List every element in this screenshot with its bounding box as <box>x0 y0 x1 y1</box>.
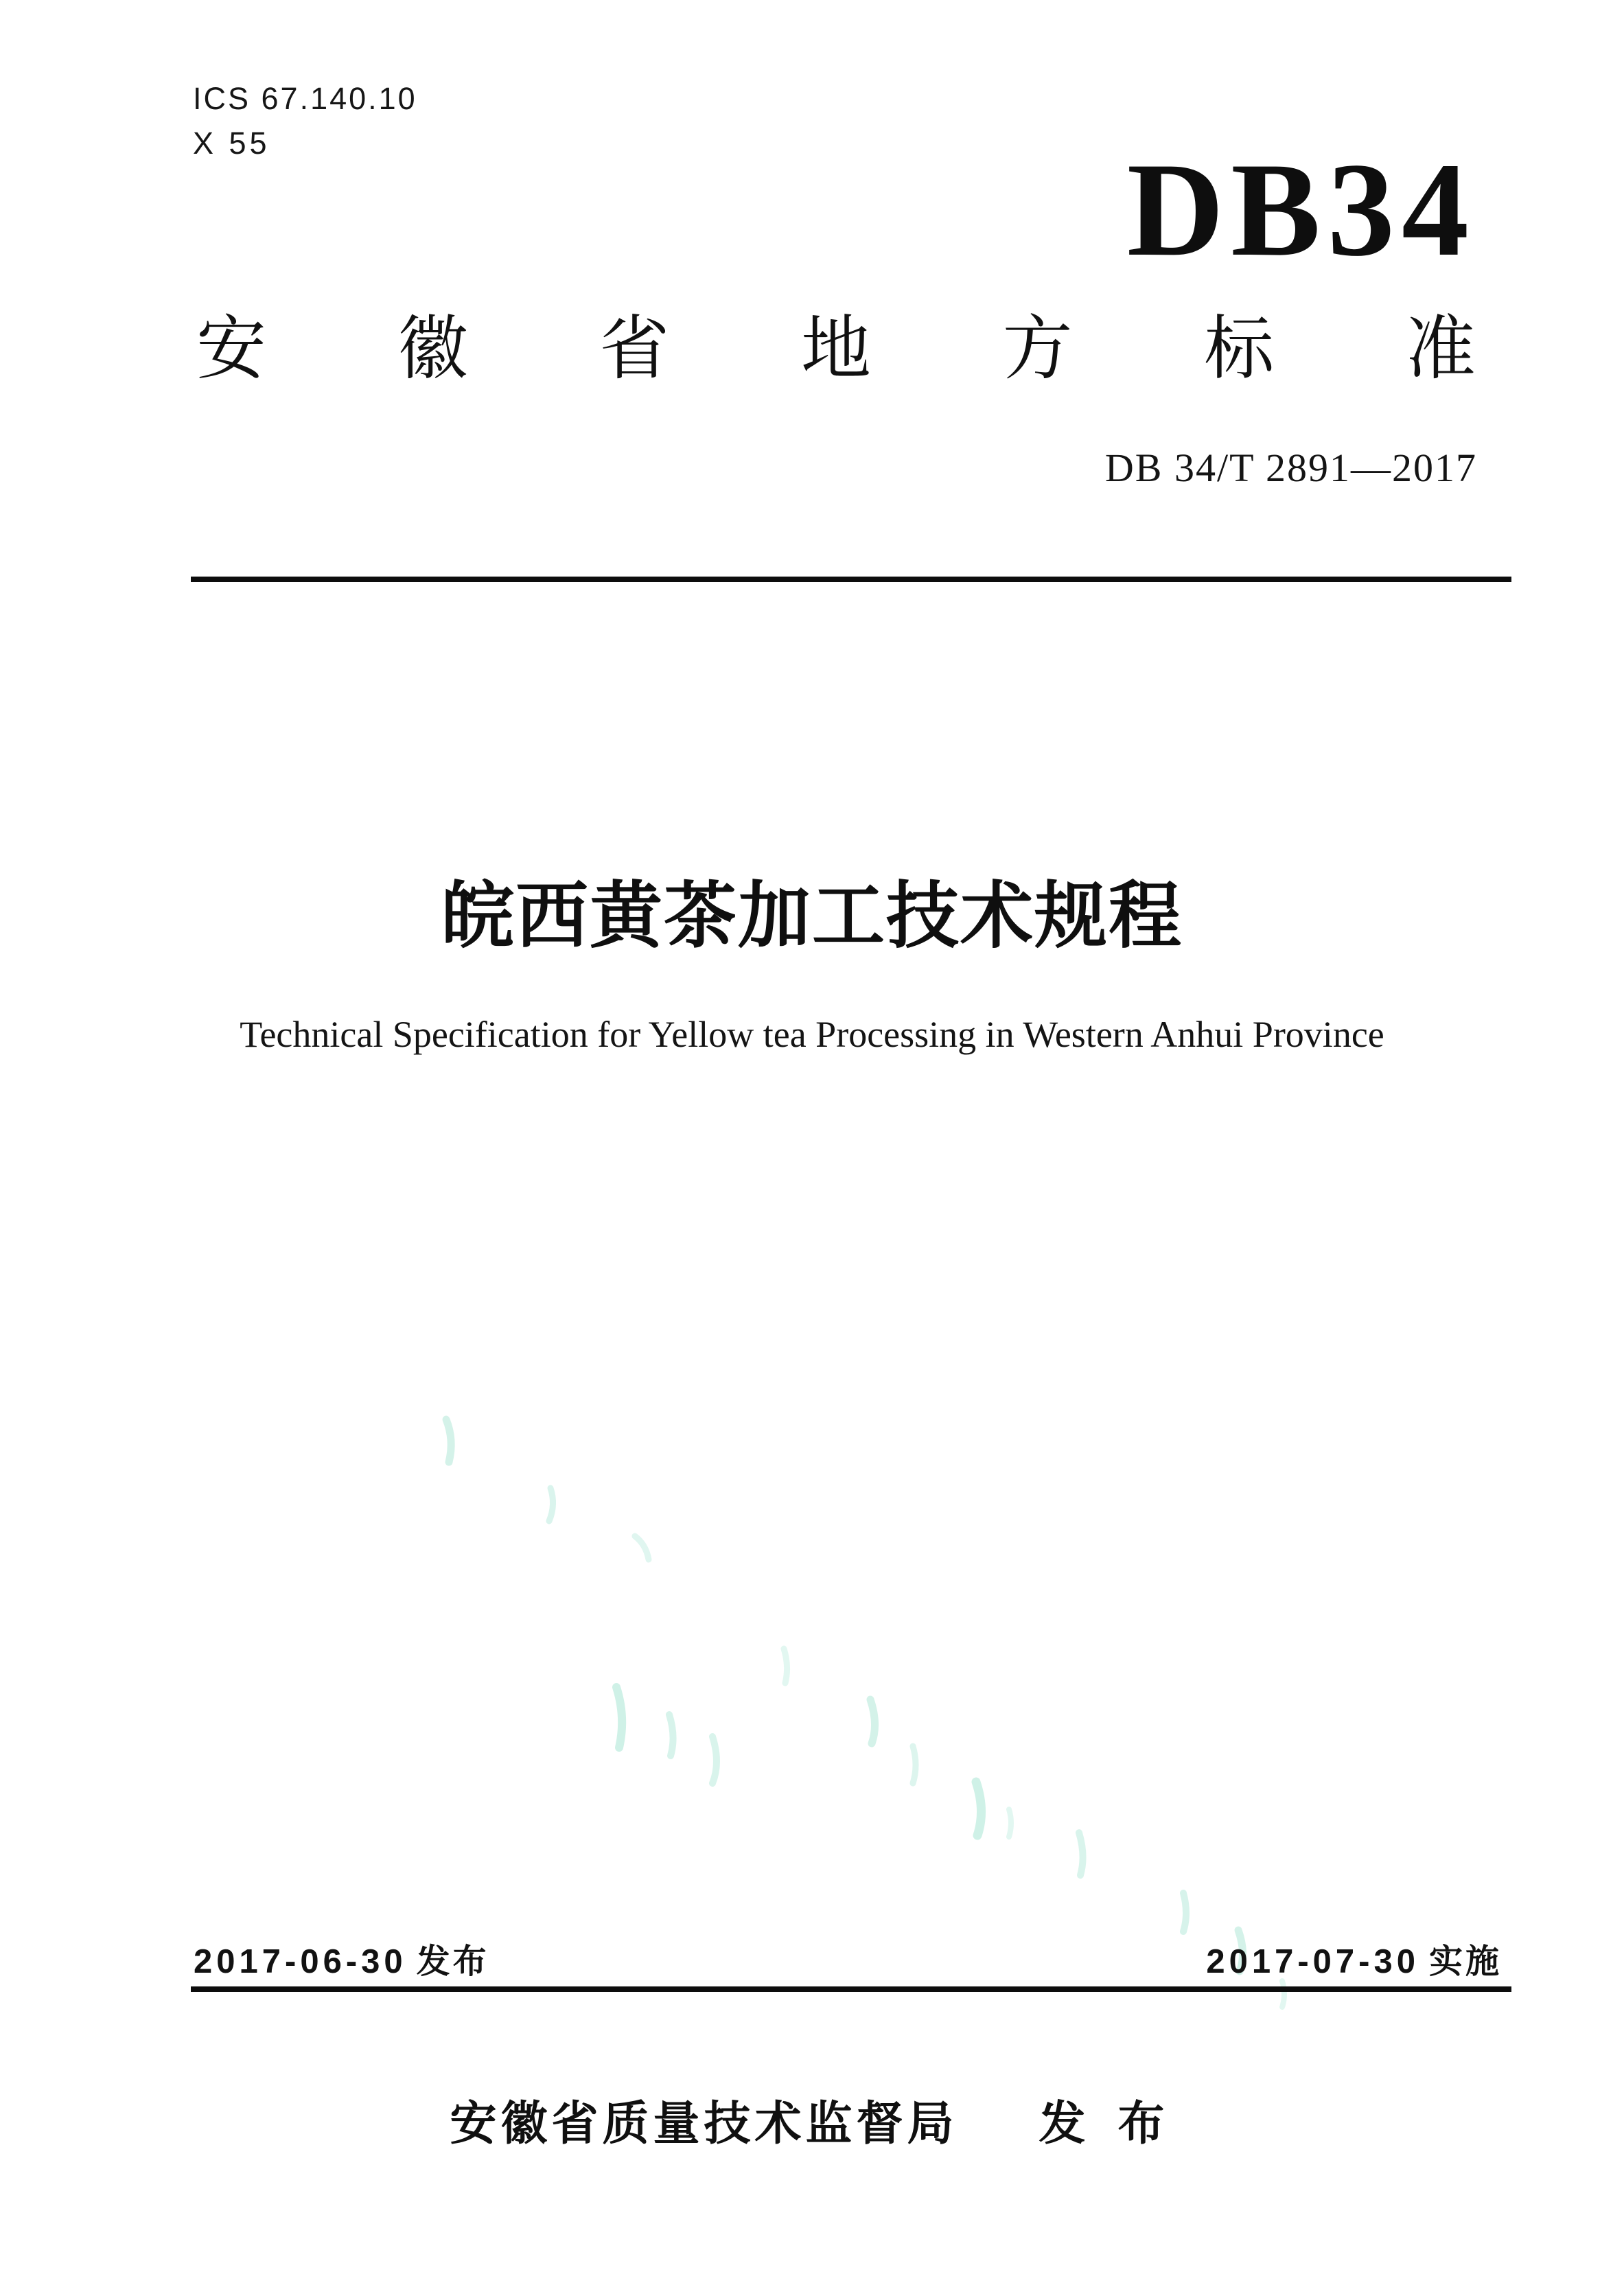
watermark-stroke <box>870 1700 875 1743</box>
ics-code: ICS 67.140.10 <box>193 81 417 116</box>
impl-date: 2017-07-30 <box>1206 1943 1419 1980</box>
issue-date: 2017-06-30 <box>194 1943 407 1980</box>
standard-name-char: 方 <box>1002 310 1073 388</box>
watermark-stroke <box>549 1488 553 1521</box>
watermark-stroke <box>635 1536 649 1559</box>
page-title-zh: 皖西黄茶加工技术规程 <box>441 876 1183 957</box>
issue-label: 发布 <box>416 1943 489 1980</box>
watermark-stroke <box>1282 1981 1284 2007</box>
issue-date-group <box>194 1944 489 1981</box>
watermark-stroke <box>669 1715 673 1756</box>
watermark-stroke <box>446 1419 451 1462</box>
standard-name-char: 安 <box>196 310 266 388</box>
page-title-en: Technical Specification for Yellow tea Processing in Western Anhui Province <box>240 1014 1384 1055</box>
standard-name-char: 省 <box>599 310 670 388</box>
standard-name <box>196 310 1476 387</box>
impl-date-group <box>1206 1944 1502 1981</box>
watermark-stroke <box>1079 1833 1083 1875</box>
standard-name-char: 地 <box>800 310 871 388</box>
classification-code: X 55 <box>193 126 270 161</box>
impl-label: 实施 <box>1428 1943 1502 1980</box>
watermark-stroke <box>712 1737 717 1783</box>
standard-name-char: 准 <box>1405 310 1476 388</box>
watermark-stroke <box>1183 1893 1186 1932</box>
dates-row <box>194 1944 1502 1981</box>
watermark-stroke <box>1009 1809 1011 1837</box>
watermark-stroke <box>784 1649 787 1683</box>
doc-number: DB 34/T 2891—2017 <box>1104 445 1477 490</box>
standard-name-char: 徽 <box>397 310 468 388</box>
standard-name-char: 标 <box>1204 310 1275 388</box>
publisher-line <box>0 2097 1624 2150</box>
release-label: 发 布 <box>1039 2098 1174 2150</box>
watermark-stroke <box>913 1746 916 1783</box>
watermark-stroke <box>976 1782 982 1835</box>
footer-rule <box>191 1986 1511 1992</box>
publisher-name: 安徽省质量技术监督局 <box>450 2098 958 2150</box>
header-rule <box>191 577 1511 582</box>
db34-logo: DB34 <box>1126 135 1476 284</box>
watermark-stroke <box>616 1687 622 1748</box>
